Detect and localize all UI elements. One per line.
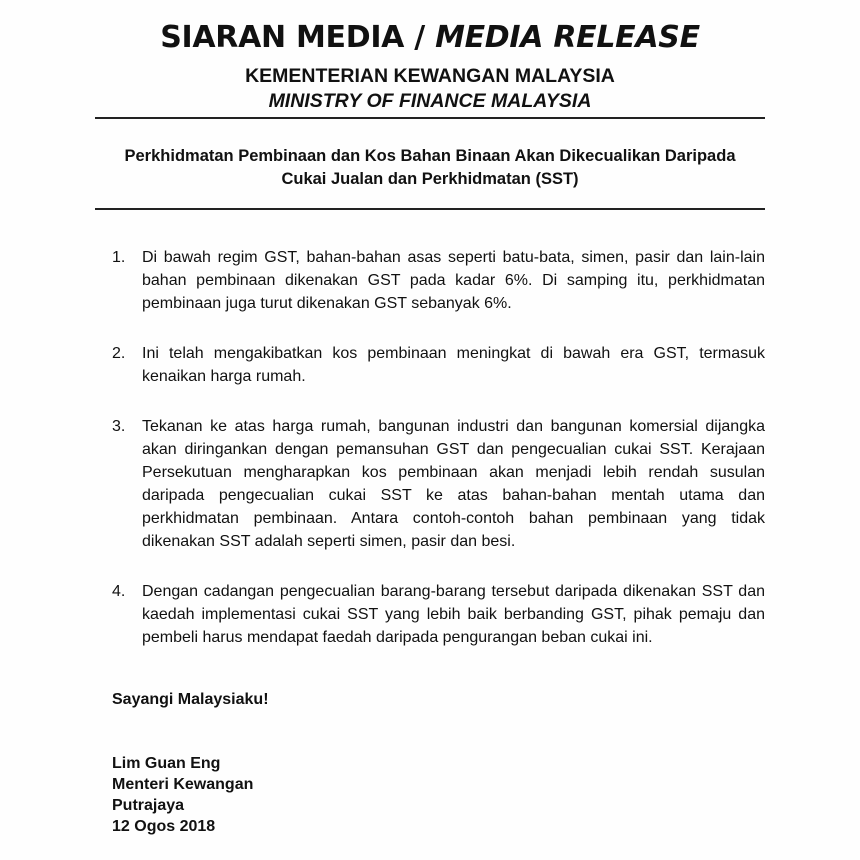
title-english: MEDIA RELEASE [435, 20, 700, 55]
subject-line-2: Cukai Jualan dan Perkhidmatan (SST) [281, 170, 579, 188]
paragraph-list [112, 246, 765, 676]
paragraph-item [112, 580, 765, 649]
subject-divider [95, 208, 765, 210]
paragraph-number: 4. [112, 583, 126, 600]
paragraph-number: 3. [112, 418, 126, 435]
paragraph-text: Dengan cadangan pengecualian barang-barang tersebut daripada dikenakan SST dan kaedah implementasi cukai SST yang lebih baik berbanding GST, pihak pemaju dan pembeli harus mendapat faedah daripada pengurangan beban cukai ini. [142, 583, 765, 646]
title-malay: SIARAN MEDIA / [160, 20, 436, 55]
paragraph-text: Tekanan ke atas harga rumah, bangunan industri dan bangunan komersial dijangka akan diringankan dengan pemansuhan GST dan pengecualian cukai SST. Kerajaan Persekutuan mengharapkan kos pembinaan akan menjadi lebih rendah susulan daripada pengecualian cukai SST ke atas bahan-bahan mentah utama dan perkhidmatan pembinaan. Antara contoh-contoh bahan pembinaan yang tidak dikenakan SST adalah seperti simen, pasir dan besi. [142, 418, 765, 550]
ministry-name-english: MINISTRY OF FINANCE MALAYSIA [268, 90, 592, 112]
subject-heading [95, 145, 765, 191]
ministry-name-malay: KEMENTERIAN KEWANGAN MALAYSIA [245, 65, 615, 87]
paragraph-item [112, 246, 765, 315]
signature-block [112, 753, 253, 837]
paragraph-item [112, 415, 765, 553]
subject-line-1: Perkhidmatan Pembinaan dan Kos Bahan Binaan Akan Dikecualikan Daripada [124, 147, 736, 165]
header-divider [95, 117, 765, 119]
paragraph-item [112, 342, 765, 388]
paragraph-number: 1. [112, 249, 126, 266]
paragraph-number: 2. [112, 345, 126, 362]
paragraph-text: Di bawah regim GST, bahan-bahan asas seperti batu-bata, simen, pasir dan lain-lain bahan pembinaan dikenakan GST pada kadar 6%. Di samping itu, perkhidmatan pembinaan juga turut dikenakan GST sebanyak 6%. [142, 249, 765, 312]
document-title [0, 18, 860, 58]
signatory-name: Lim Guan Eng [112, 755, 221, 772]
closing-slogan: Sayangi Malaysiaku! [112, 691, 269, 708]
signatory-position: Menteri Kewangan [112, 776, 254, 793]
signatory-place: Putrajaya [112, 797, 185, 814]
release-date: 12 Ogos 2018 [112, 818, 216, 835]
paragraph-text: Ini telah mengakibatkan kos pembinaan meningkat di bawah era GST, termasuk kenaikan harga rumah. [142, 345, 765, 385]
